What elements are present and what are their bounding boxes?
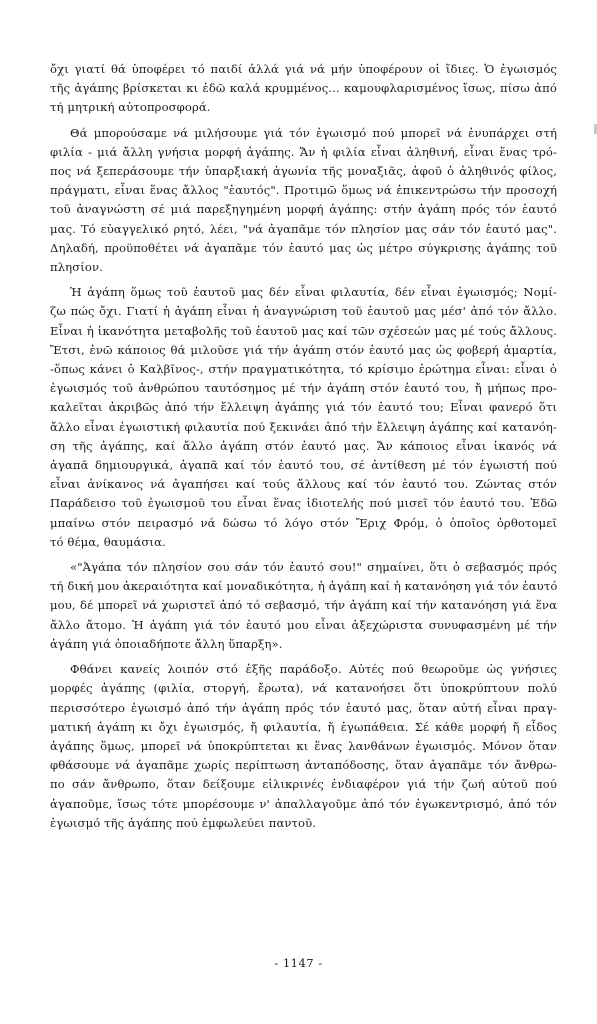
text-line: «"Ἀγάπα τόν πλησίον σου σάν τόν ἑαυτό σου!" σημαίνει, ὅτι ὁ σεβασμός πρός: [70, 560, 557, 575]
text-line: πλησίον.: [50, 260, 103, 275]
text-line: μπαίνω στόν πειρασμό νά δώσω τό λόγο στόν Ἔριχ Φρόμ, ὁ ὁποῖος ὀρθοτομεῖ: [50, 515, 557, 530]
text-line: ἐγωισμό τῆς ἀγάπης πού ἐμφωλεύει παντοῦ.: [50, 815, 317, 830]
text-line: μας. Τό εὐαγγελικό ρητό, λέει, "νά ἀγαπᾶμε τόν πλησίον μας σάν τόν ἑαυτό μας".: [50, 221, 557, 236]
paragraph-2: [50, 124, 557, 278]
text-line: περισσότερο ἐγωισμό ἀπό τήν ἀγάπη πρός τόν ἑαυτό μας, ὅταν αὐτή εἶναι πραγ-: [50, 700, 557, 715]
text-line: ἄλλο εἶναι ἐγωιστική φιλαυτία πού ξεκινάει ἀπό τήν ἔλλειψη ἀγάπης καί κατανόη-: [50, 419, 557, 434]
text-line: τοῦ ἀναγνώστη σέ μιά παρεξηγημένη μορφή ἀγάπης: στήν ἀγάπη πρός τόν ἑαυτό: [50, 202, 557, 217]
paragraph-1: [50, 60, 557, 118]
text-line: ζω πώς ὄχι. Γιατί ἡ ἀγάπη εἶναι ἡ ἀναγνώριση τοῦ ἑαυτοῦ μας μέσ' ἀπό τόν ἄλλο.: [50, 304, 557, 319]
text-line: Φθάνει κανείς λοιπόν στό ἑξῆς παράδοξο. Αὐτές πού θεωροῦμε ὡς γνήσιες: [70, 662, 557, 677]
text-line: ἀγαπᾶ δημιουργικά, ἀγαπᾶ καί τόν ἑαυτό του, σέ ἀντίθεση μέ τόν ἐγωιστή πού: [50, 458, 557, 473]
text-line: μου, δέ μπορεῖ νά χωριστεῖ ἀπό τό σεβασμό, τήν ἀγάπη καί τήν κατανόηση γιά ἕνα: [50, 598, 557, 613]
text-line: ἐγωισμός τοῦ ἀνθρώπου ταυτόσημος μέ τήν ἀγάπη στόν ἑαυτό του, ἤ μήπως προ-: [50, 381, 557, 396]
text-line: ἄλλο ἄτομο. Ἡ ἀγάπη γιά τόν ἑαυτό μου εἶναι ἀξεχώριστα συνυφασμένη μέ τήν: [50, 617, 557, 632]
text-line: πος νά ξεπεράσουμε τήν ὑπαρξιακή ἀγωνία τῆς μοναξιᾶς, ἀφοῦ ὁ ἀληθινός φίλος,: [50, 164, 557, 179]
text-line: ματική ἀγάπη κι ὄχι ἐγωισμός, ἤ φιλαυτία, ἤ ἐγωπάθεια. Σέ κάθε μορφή ἤ εἶδος: [50, 719, 557, 734]
text-line: Ἡ ἀγάπη ὅμως τοῦ ἑαυτοῦ μας δέν εἶναι φιλαυτία, δέν εἶναι ἐγωισμός; Νομί-: [70, 285, 557, 300]
text-line: τῆς ἀγάπης βρίσκεται κι ἐδῶ καλά κρυμμένος... καμουφλαρισμένος ἴσως, πίσω ἀπό: [50, 81, 557, 96]
text-line: πράγματι, εἶναι ἕνας ἄλλος "ἑαυτός". Προτιμῶ ὅμως νά ἐπικεντρώσω τήν προσοχή: [50, 183, 557, 198]
text-line: Δηλαδή, προϋποθέτει νά ἀγαπᾶμε τόν ἑαυτό μας ὡς μέτρο σύγκρισης ἀγάπης τοῦ: [50, 240, 557, 255]
text-line: ἀγάπη γιά ὁποιαδήποτε ἄλλη ὕπαρξη».: [50, 636, 283, 651]
text-line: φιλία - μιά ἄλλη γνήσια μορφή ἀγάπης. Ἄν ἡ φιλία εἶναι ἀληθινή, εἶναι ἕνας τρό-: [50, 144, 557, 159]
text-line: ἀγαποῦμε, ἴσως τότε μπορέσουμε ν' ἀπαλλαγοῦμε ἀπό τόν ἐγωκεντρισμό, ἀπό τόν: [50, 796, 557, 811]
text-line: τό θέμα, θαυμάσια.: [50, 534, 166, 549]
text-line: εἶναι ἀνίκανος νά ἀγαπήσει καί τούς ἄλλους καί τόν ἑαυτό του. Ζώντας στόν: [50, 477, 557, 492]
page-body: [50, 60, 557, 833]
text-line: Παράδεισο τοῦ ἐγωισμοῦ του εἶναι ἕνας ἰδιοτελής πού μισεῖ τόν ἑαυτό του. Ἐδῶ: [50, 496, 557, 511]
text-line: -ὅπως κάνει ὁ Καλβῖνος-, στήν πραγματικότητα, τό κρίσιμο ἐρώτημα εἶναι: εἶναι ὁ: [50, 362, 557, 377]
page-number: - 1147 -: [274, 956, 323, 970]
paragraph-3: [50, 283, 557, 552]
text-line: Ἔτσι, ἐνῶ κάποιος θά μιλοῦσε γιά τήν ἀγάπη στόν ἑαυτό μας ὡς φοβερή ἁμαρτία,: [50, 342, 557, 357]
quotation-paragraph: [50, 558, 557, 654]
text-line: ἀγάπης ὅμως, μπορεῖ νά ὑποκρύπτεται κι ἕνας λανθάνων ἐγωισμός. Μόνον ὅταν: [50, 738, 557, 753]
text-line: Θά μπορούσαμε νά μιλήσουμε γιά τόν ἐγωισμό πού μπορεῖ νά ἐνυπάρχει στή: [70, 125, 557, 140]
text-line: καλεῖται ἀκριβῶς ἀπό τήν ἔλλειψη ἀγάπης γιά τόν ἑαυτό του; Εἶναι φανερό ὅτι: [50, 400, 557, 415]
text-line: τή μητρική αὐτοπροσφορά.: [50, 100, 211, 115]
text-line: μορφές ἀγάπης (φιλία, στοργή, ἔρωτα), νά κατανοήσει ὅτι ὑποκρύπτουν πολύ: [50, 681, 557, 696]
text-line: φθάσουμε νά ἀγαπᾶμε χωρίς περίπτωση ἀνταπόδοσης, ὅταν ἀγαπᾶμε τόν ἄνθρω-: [50, 758, 557, 773]
text-line: ση τῆς ἀγάπης, καί ἄλλο ἀγάπη στόν ἑαυτό μας. Ἄν κάποιος εἶναι ἱκανός νά: [50, 438, 557, 453]
text-line: ὄχι γιατί θά ὑποφέρει τό παιδί ἀλλά γιά νά μήν ὑποφέρουν οἱ ἴδιες. Ὁ ἐγωισμός: [50, 62, 557, 76]
text-line: Εἶναι ἡ ἱκανότητα μεταβολῆς τοῦ ἑαυτοῦ μας καί τῶν σχέσεών μας μέ τούς ἄλλους.: [50, 323, 557, 338]
text-line: πο σάν ἄνθρωπο, ὅταν δείξουμε εἰλικρινές ἐνδιαφέρον γιά τήν ζωή αὐτοῦ πού: [50, 777, 557, 792]
text-line: τή δική μου ἀκεραιότητα καί μοναδικότητα, ἡ ἀγάπη καί ἡ κατανόηση γιά τόν ἑαυτό: [50, 579, 558, 594]
paragraph-5: [50, 660, 557, 833]
